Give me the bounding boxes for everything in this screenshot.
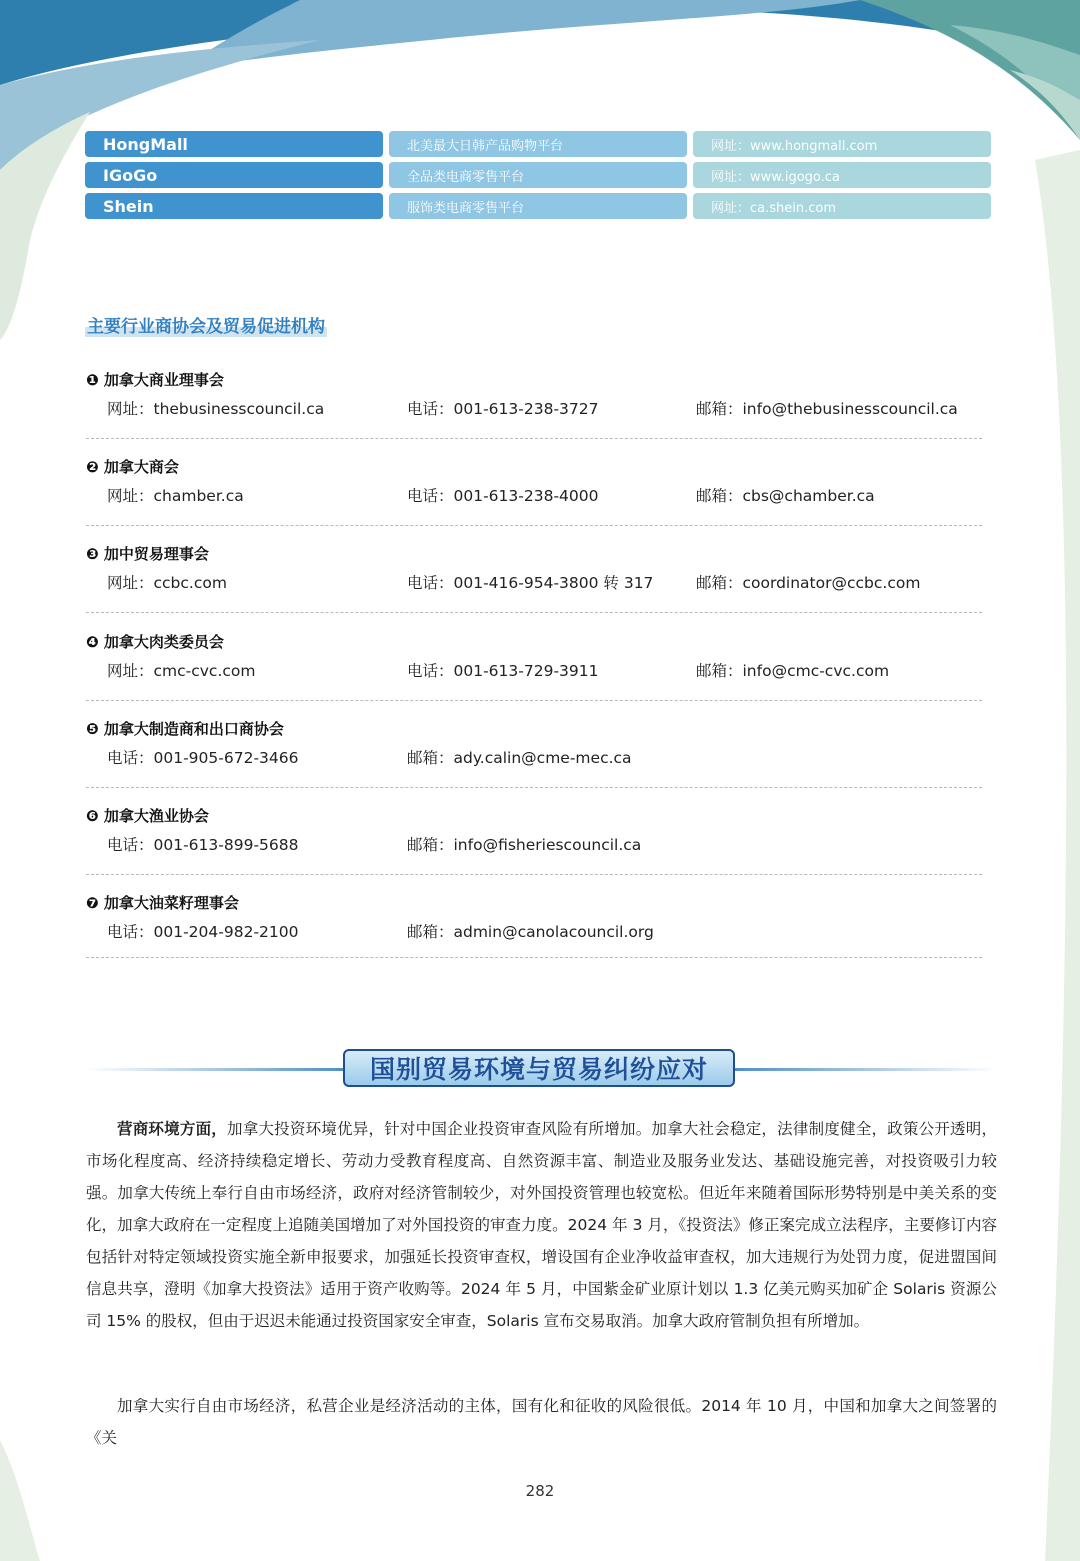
org-entry bbox=[86, 543, 982, 597]
platform-row bbox=[85, 131, 991, 157]
body-paragraph bbox=[86, 1390, 997, 1454]
para-lead: 营商环境方面， bbox=[117, 1120, 228, 1138]
org-name: ❶ 加拿大商业理事会 bbox=[86, 371, 224, 389]
org-contact-line bbox=[86, 833, 982, 859]
org-email: 邮箱：info@thebusinesscouncil.ca bbox=[696, 400, 958, 418]
org-name: ❸ 加中贸易理事会 bbox=[86, 545, 209, 563]
org-name: ❻ 加拿大渔业协会 bbox=[86, 807, 209, 825]
platform-row bbox=[85, 162, 991, 188]
divider bbox=[86, 957, 982, 958]
org-contact-line bbox=[86, 659, 982, 685]
org-entry bbox=[86, 456, 982, 510]
org-contact-line bbox=[86, 397, 982, 423]
body-paragraph bbox=[86, 1113, 997, 1337]
org-name: ❼ 加拿大油菜籽理事会 bbox=[86, 894, 239, 912]
platform-row bbox=[85, 193, 991, 219]
org-contact-line bbox=[86, 920, 982, 946]
divider bbox=[86, 874, 982, 875]
org-phone: 电话：001-416-954-3800 转 317 bbox=[407, 574, 654, 592]
platform-website: 网址：www.hongmall.com bbox=[693, 131, 991, 157]
platform-name: HongMall bbox=[85, 131, 383, 157]
org-name: ❷ 加拿大商会 bbox=[86, 458, 179, 476]
org-phone: 电话：001-613-238-4000 bbox=[407, 487, 599, 505]
org-entry bbox=[86, 718, 982, 772]
platform-description: 全品类电商零售平台 bbox=[389, 162, 687, 188]
divider bbox=[86, 525, 982, 526]
org-entry bbox=[86, 631, 982, 685]
org-email: 邮箱：coordinator@ccbc.com bbox=[696, 574, 921, 592]
org-email: 邮箱：ady.calin@cme-mec.ca bbox=[407, 749, 632, 767]
page-number: 282 bbox=[525, 1482, 555, 1500]
org-phone: 电话：001-204-982-2100 bbox=[107, 923, 299, 941]
chapter-banner: 国别贸易环境与贸易纠纷应对 bbox=[343, 1049, 735, 1087]
para-text: 加拿大投资环境优异，针对中国企业投资审查风险有所增加。加拿大社会稳定，法律制度健全，政策公开透明，市场化程度高、经济持续稳定增长、劳动力受教育程度高、自然资源丰富、制造业及服务业发达、基础设施完善，对投资吸引力较强。加拿大传统上奉行自由市场经济，政府对经济管制较少，对外国投资管理也较宽松。但近年来随着国际形势特别是中美关系的变化，加拿大政府在一定程度上追随美国增加了对外国投资的审查力度。2024 年 3 月，《投资法》修正案完成立法程序，主要修订内容包括针对特定领域投资实施全新申报要求，加强延长投资审查权，增设国有企业净收益审查权，加大违规行为处罚力度，促进盟国间信息共享，澄明《加拿大投资法》适用于资产收购等。2024 年 5 月，中国紫金矿业原计划以 1.3 亿美元购买加矿企 Solaris 资源公司 15% 的股权，但由于迟迟未能通过投资国家安全审查，Solaris 宣布交易取消。加拿大政府管制负担有所增加。 bbox=[86, 1120, 997, 1330]
org-entry bbox=[86, 892, 982, 946]
divider bbox=[86, 787, 982, 788]
platform-name: IGoGo bbox=[85, 162, 383, 188]
org-website: 网址：ccbc.com bbox=[107, 574, 227, 592]
org-contact-line bbox=[86, 484, 982, 510]
banner-rule-left bbox=[86, 1068, 344, 1071]
org-phone: 电话：001-613-899-5688 bbox=[107, 836, 299, 854]
platform-website: 网址：www.igogo.ca bbox=[693, 162, 991, 188]
org-contact-line bbox=[86, 746, 982, 772]
platform-website: 网址：ca.shein.com bbox=[693, 193, 991, 219]
banner-rule-right bbox=[735, 1068, 997, 1071]
org-website: 网址：chamber.ca bbox=[107, 487, 244, 505]
platform-description: 北美最大日韩产品购物平台 bbox=[389, 131, 687, 157]
org-contact-line bbox=[86, 571, 982, 597]
divider bbox=[86, 700, 982, 701]
org-entry bbox=[86, 369, 982, 423]
org-email: 邮箱：info@fisheriescouncil.ca bbox=[407, 836, 642, 854]
org-phone: 电话：001-613-729-3911 bbox=[407, 662, 599, 680]
platform-description: 服饰类电商零售平台 bbox=[389, 193, 687, 219]
org-name: ❹ 加拿大肉类委员会 bbox=[86, 633, 224, 651]
org-website: 网址：thebusinesscouncil.ca bbox=[107, 400, 325, 418]
org-email: 邮箱：cbs@chamber.ca bbox=[696, 487, 875, 505]
org-name: ❺ 加拿大制造商和出口商协会 bbox=[86, 720, 284, 738]
org-email: 邮箱：admin@canolacouncil.org bbox=[407, 923, 654, 941]
org-email: 邮箱：info@cmc-cvc.com bbox=[696, 662, 890, 680]
divider bbox=[86, 438, 982, 439]
org-phone: 电话：001-905-672-3466 bbox=[107, 749, 299, 767]
platform-name: Shein bbox=[85, 193, 383, 219]
divider bbox=[86, 612, 982, 613]
org-website: 网址：cmc-cvc.com bbox=[107, 662, 256, 680]
section-title: 主要行业商协会及贸易促进机构 bbox=[85, 312, 327, 337]
para-text: 加拿大实行自由市场经济，私营企业是经济活动的主体，国有化和征收的风险很低。2014 年 10 月，中国和加拿大之间签署的《关 bbox=[86, 1397, 997, 1447]
org-phone: 电话：001-613-238-3727 bbox=[407, 400, 599, 418]
org-entry bbox=[86, 805, 982, 859]
